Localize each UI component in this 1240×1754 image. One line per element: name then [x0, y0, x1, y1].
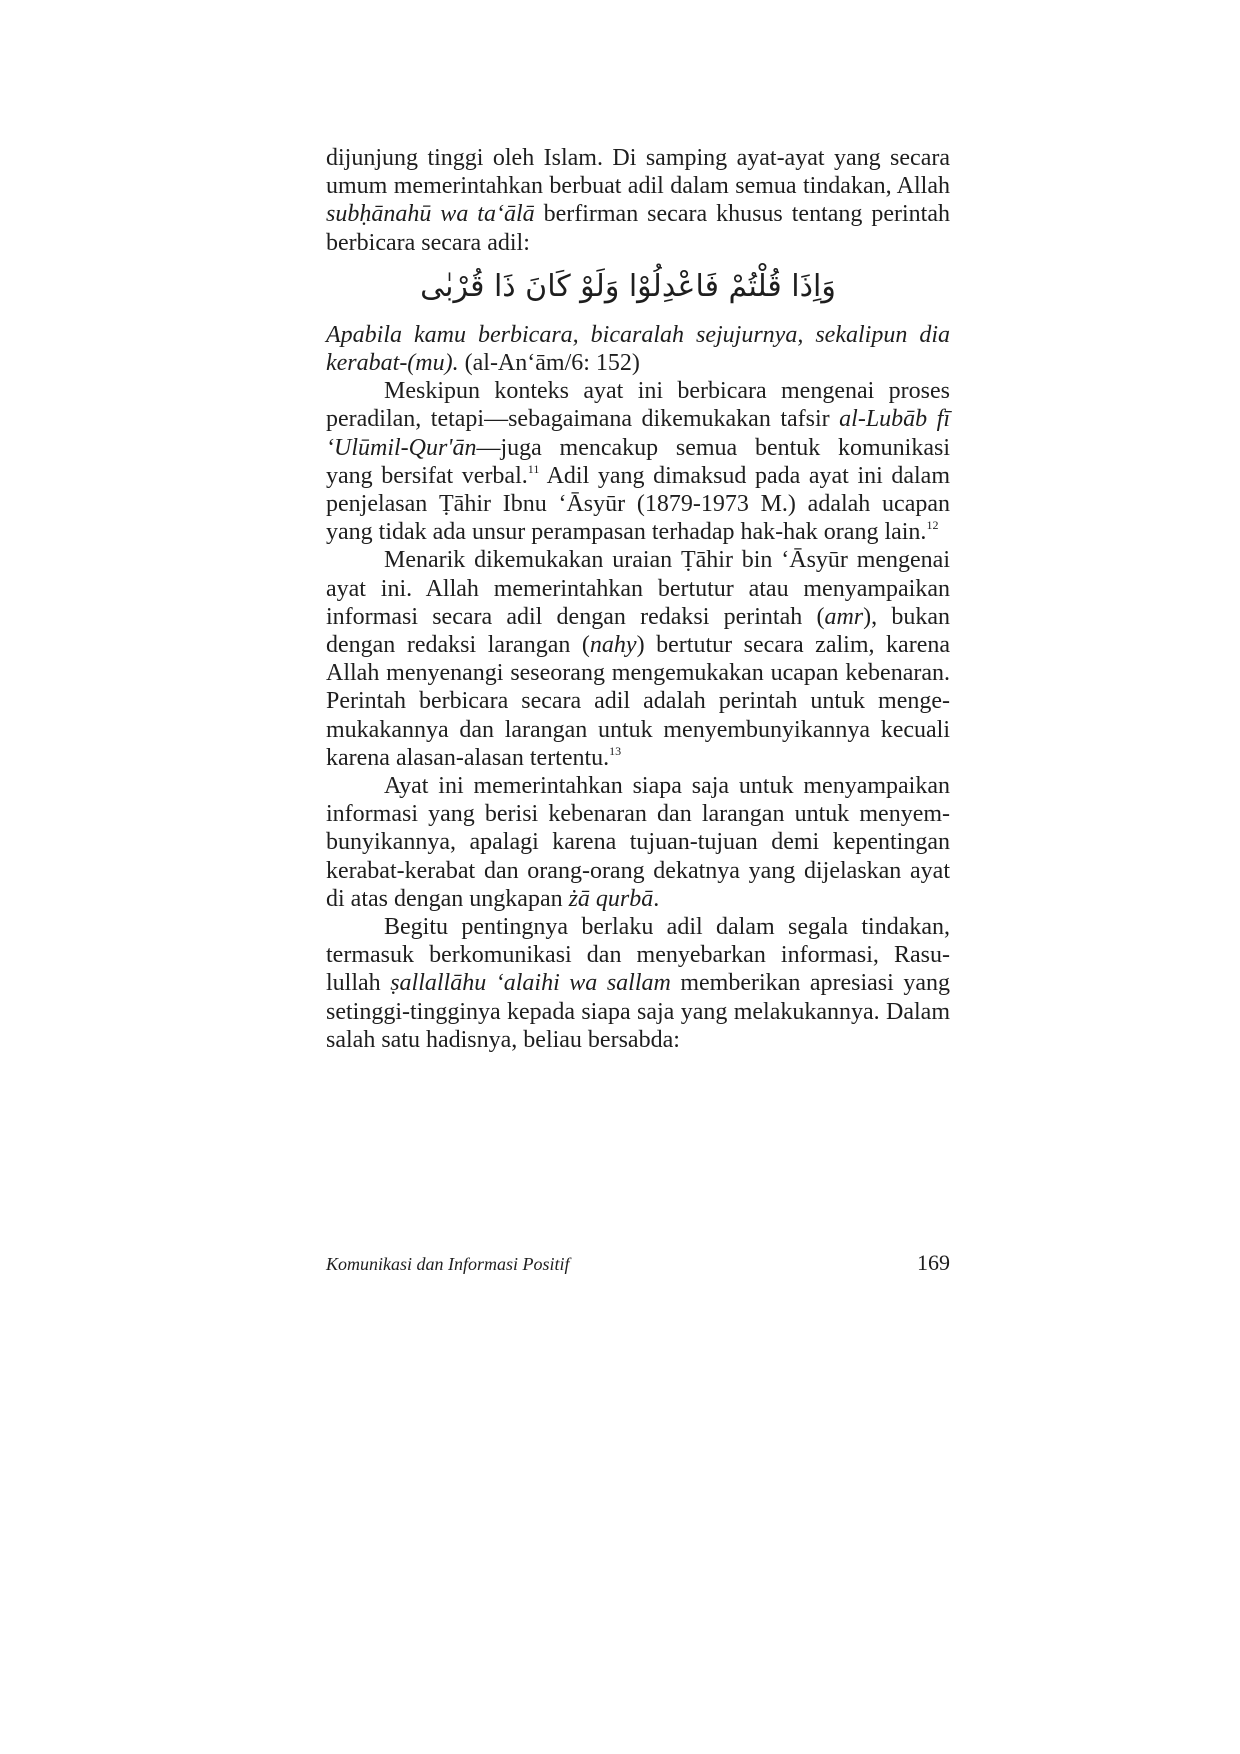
- italic-term: ṣallallāhu ‘alaihi wa sallam: [390, 970, 671, 997]
- footnote-marker[interactable]: 12: [926, 518, 939, 533]
- arabic-verse: وَاِذَا قُلْتُمْ فَاعْدِلُوْا وَلَوْ كَانَ ذَا قُرْبٰى: [420, 268, 836, 304]
- paragraph-context: [326, 377, 950, 546]
- page-number: 169: [917, 1250, 950, 1275]
- text-run: —juga mencakup semua bentuk komunikasi yang bersifat verbal.: [326, 434, 950, 489]
- verse-reference: (al-An‘ām/6: 152): [458, 350, 640, 377]
- paragraph-importance: [326, 913, 950, 1054]
- text-run: dijunjung tinggi oleh Islam. Di samping ayat-ayat yang secara umum memerintahkan berbuat adil dalam semua tindakan, Allah: [326, 145, 950, 200]
- text-run: Ayat ini memerintahkan siapa saja untuk menyampaikan informasi yang berisi kebenaran dan larangan untuk menyem-bunyikannya, apalagi karena tujuan-tujuan demi kepentingan kerabat-kerabat dan orang-orang dekatnya yang dijelaskan ayat di atas dengan ungkapan: [326, 773, 950, 912]
- text-run: Meskipun konteks ayat ini berbicara mengenai proses peradilan, tetapi—sebagaimana dikemukakan tafsir: [326, 378, 950, 433]
- text-run: .: [653, 885, 660, 912]
- text-run: ), bukan dengan redaksi larangan (: [326, 603, 950, 659]
- paragraph-command: [326, 772, 950, 913]
- text-run: Menarik dikemukakan uraian Ṭāhir bin ‘Āsyūr mengenai ayat ini. Allah memerintahkan bertutur atau menyampaikan informasi secara adil dengan redaksi perintah (: [326, 547, 950, 630]
- italic-term: nahy: [589, 632, 637, 659]
- text-run: memberikan apresiasi yang setinggi-tingginya kepada siapa saja yang melakukannya. Dalam salah satu hadisnya, beliau bersabda:: [326, 970, 950, 1053]
- italic-term: subḥānahū wa ta‘ālā: [326, 201, 535, 228]
- footnote-marker[interactable]: 11: [527, 461, 540, 476]
- text-run: ) bertutur secara zalim, karena Allah menyenangi seseorang mengemukakan ucapan kebenaran. Perintah berbicara secara adil adalah perintah untuk menge-mukakannya dan larangan untuk menyembunyikannya kecuali karena alasan-alasan tertentu.: [326, 632, 951, 771]
- footnote-marker[interactable]: 13: [609, 743, 622, 758]
- text-run: Begitu pentingnya berlaku adil dalam segala tindakan, termasuk berkomunikasi dan menyebarkan informasi, Rasu-lullah: [326, 914, 950, 997]
- text-run: Adil yang dimaksud pada ayat ini dalam penjelasan Ṭāhir Ibnu ‘Āsyūr (1879-1973 M.) adalah ucapan yang tidak ada unsur perampasan terhadap hak-hak orang lain.: [326, 462, 951, 546]
- paragraph-tahir: [326, 546, 950, 772]
- translation-text: Apabila kamu berbicara, bicaralah sejujurnya, sekalipun dia kerabat-(mu).: [326, 321, 950, 377]
- verse-translation: [326, 321, 950, 377]
- italic-term: amr: [824, 603, 864, 630]
- italic-term: żā qurbā: [568, 885, 654, 912]
- running-footer-title: Komunikasi dan Informasi Positif: [326, 1254, 570, 1274]
- paragraph-intro: [326, 144, 950, 257]
- main-text: [326, 144, 950, 1054]
- italic-term: al-Lubāb fī ‘Ulūmil-Qur'ān: [326, 406, 951, 461]
- text-run: berfirman secara khusus tentang perintah berbicara secara adil:: [326, 201, 950, 256]
